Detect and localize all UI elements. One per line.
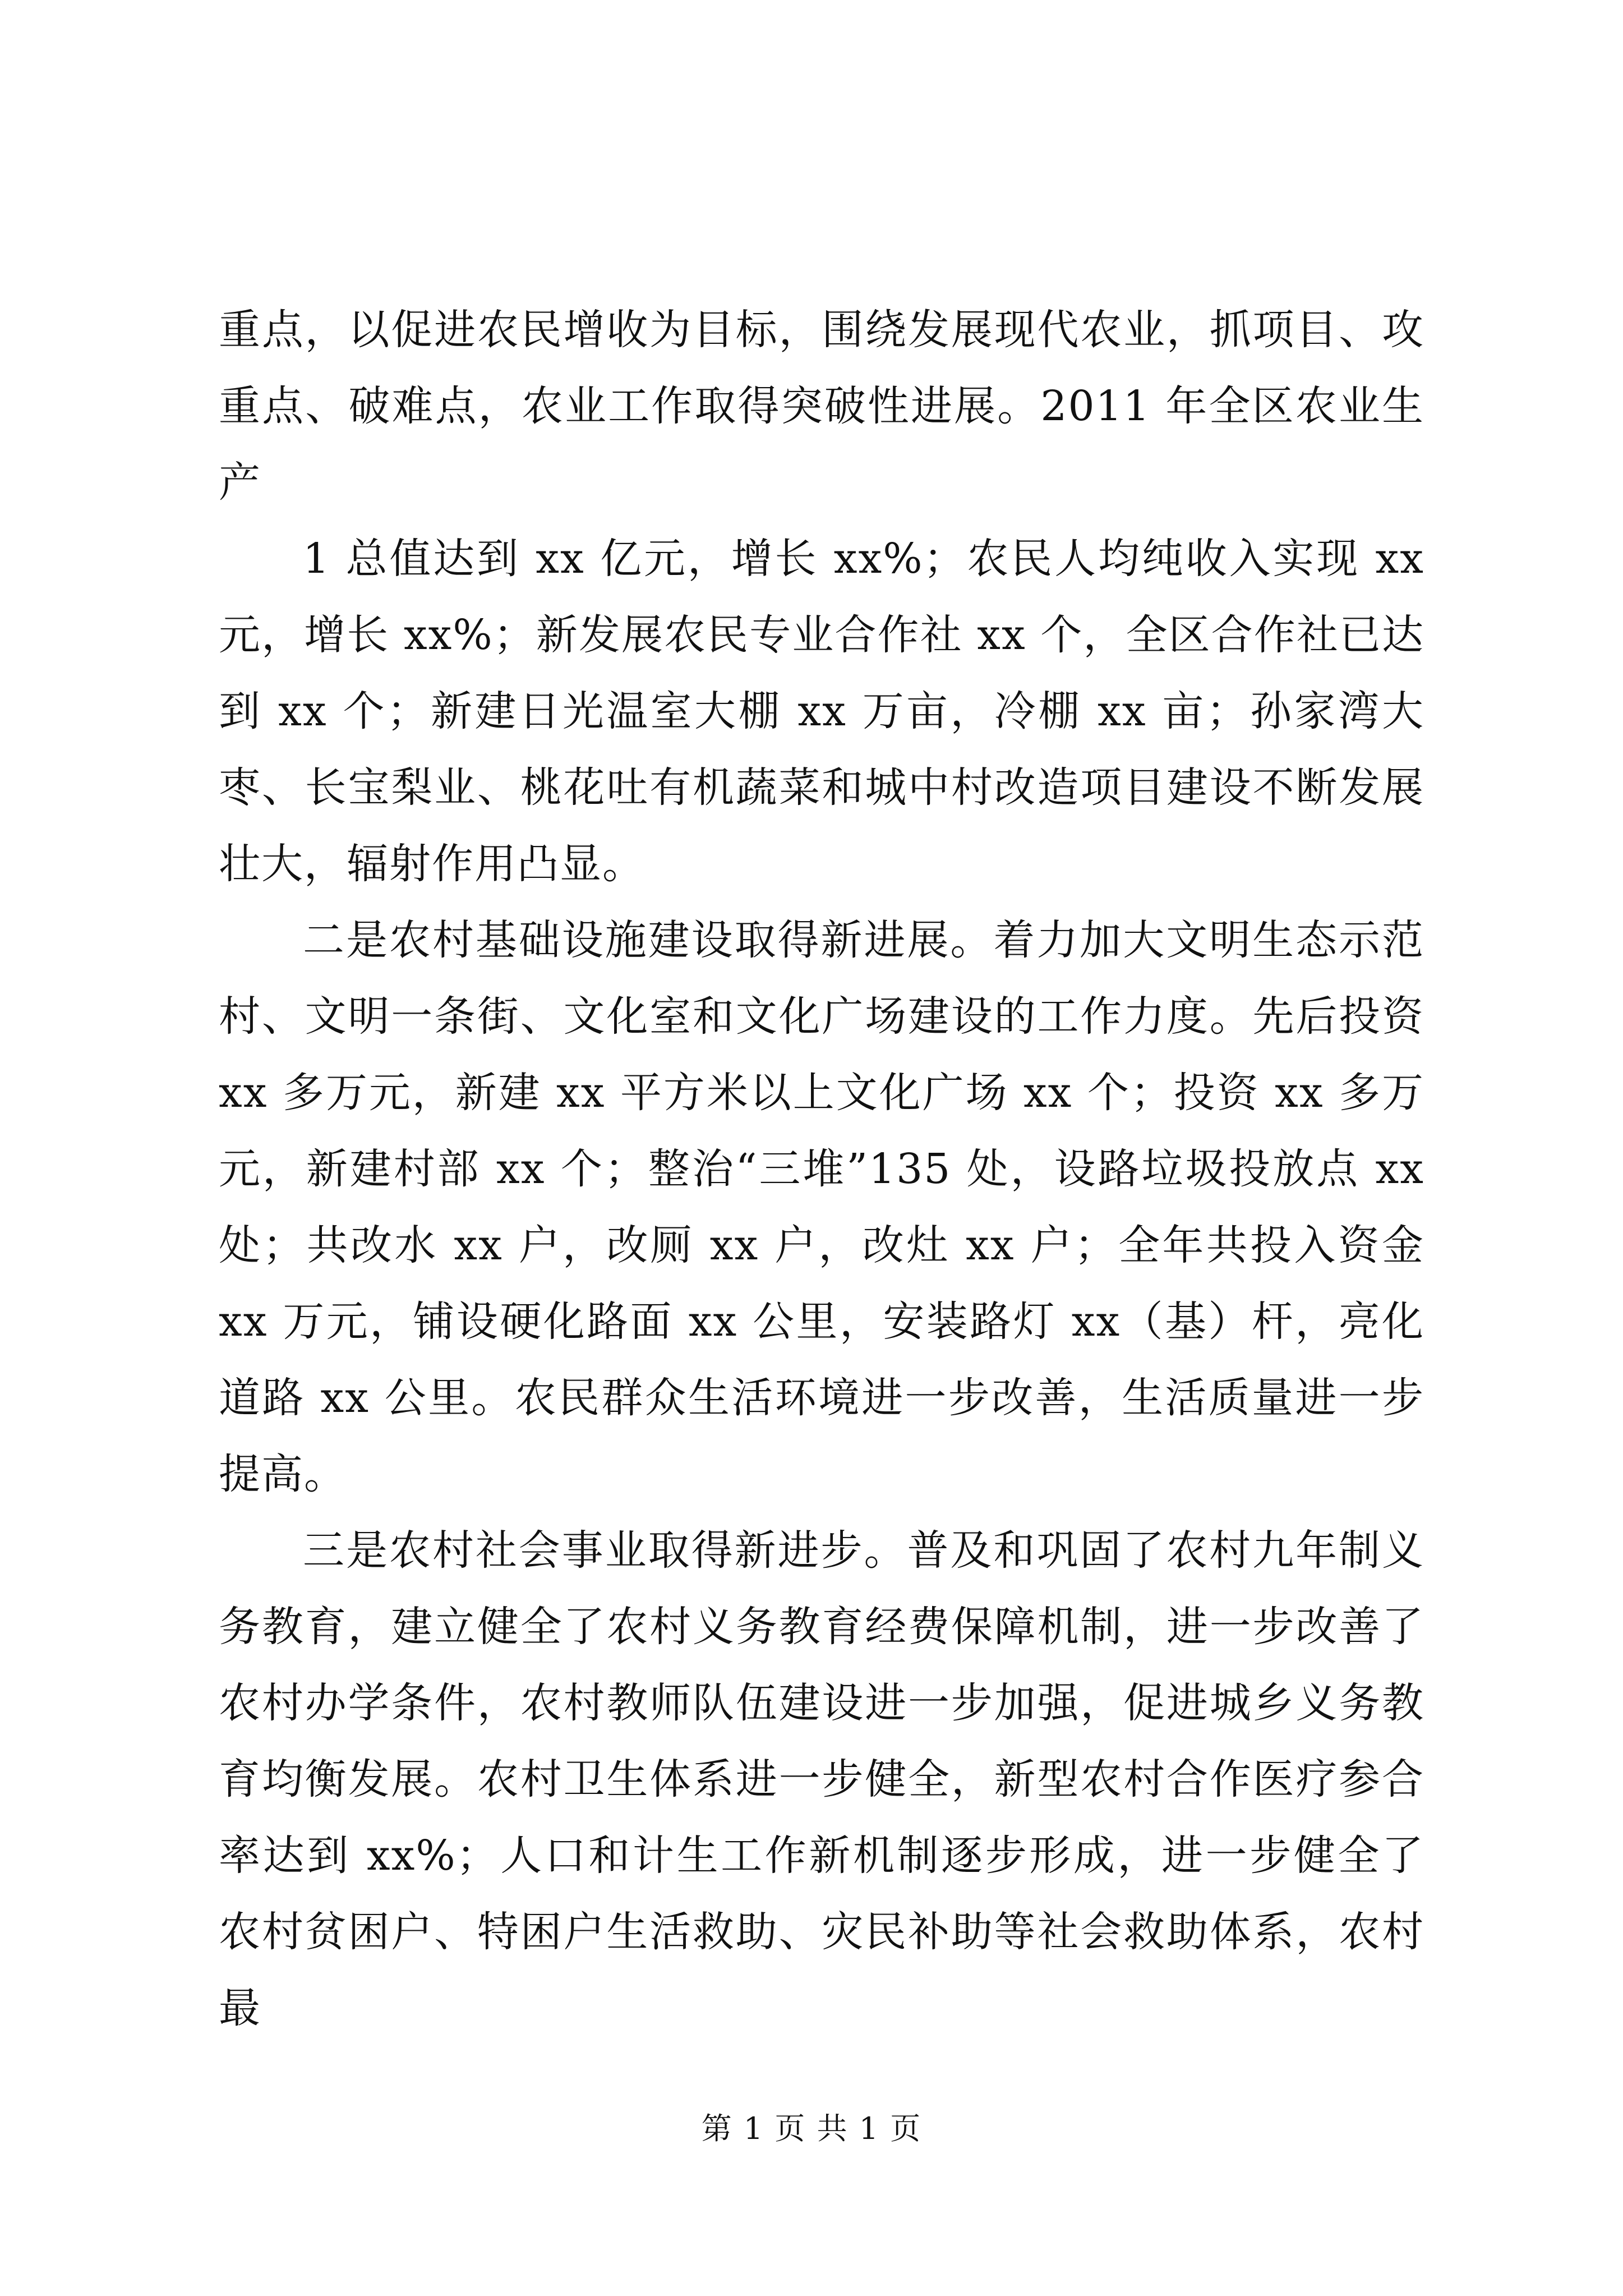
document-body [219, 292, 1424, 2046]
paragraph-social-affairs: 三是农村社会事业取得新进步。普及和巩固了农村九年制义务教育，建立健全了农村义务教育经费保障机制，进一步改善了农村办学条件，农村教师队伍建设进一步加强，促进城乡义务教育均衡发展。农村卫生体系进一步健全，新型农村合作医疗参合率达到 xx%；人口和计生工作新机制逐步形成，进一步健全了农村贫困户、特困户生活救助、灾民补助等社会救助体系，农村最 [219, 1526, 1424, 2032]
paragraph-infrastructure: 二是农村基础设施建设取得新进展。着力加大文明生态示范村、文明一条街、文化室和文化广场建设的工作力度。先后投资 xx 多万元，新建 xx 平方米以上文化广场 xx 个；投资 xx 多万元，新建村部 xx 个；整治“三堆”135 处，设路垃圾投放点 xx 处；共改水 xx 户，改厕 xx 户，改灶 xx 户；全年共投入资金 xx 万元，铺设硬化路面 xx 公里，安装路灯 xx（基）杆，亮化道路 xx 公里。农民群众生活环境进一步改善，生活质量进一步提高。 [219, 916, 1424, 1498]
paragraph-output-value: 1 总值达到 xx 亿元，增长 xx%；农民人均纯收入实现 xx 元，增长 xx%；新发展农民专业合作社 xx 个，全区合作社已达到 xx 个；新建日光温室大棚 xx 万亩，冷棚 xx 亩；孙家湾大枣、长宝梨业、桃花吐有机蔬菜和城中村改造项目建设不断发展壮大，辐射作用凸显。 [219, 535, 1424, 888]
paragraph-continuation: 重点，以促进农民增收为目标，围绕发展现代农业，抓项目、攻重点、破难点，农业工作取得突破性进展。2011 年全区农业生产 [219, 306, 1424, 507]
page-footer: 第 1 页 共 1 页 [701, 2111, 922, 2146]
